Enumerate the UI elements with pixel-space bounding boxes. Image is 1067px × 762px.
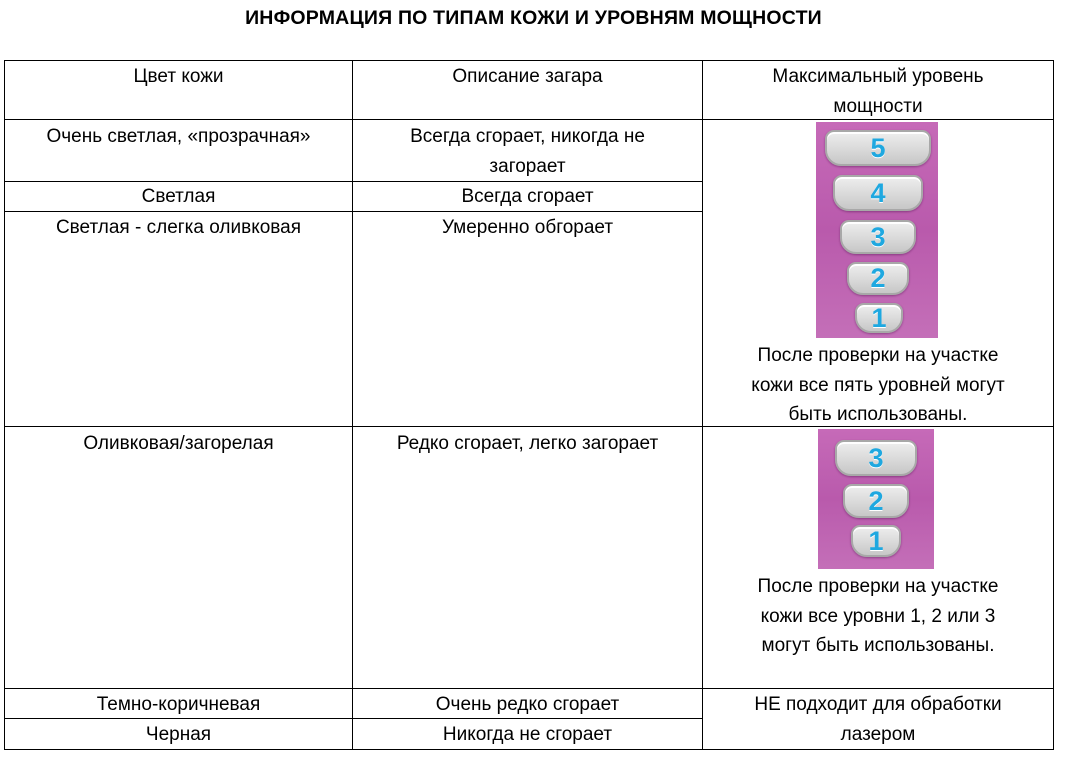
header-max-power-line2: мощности (833, 95, 923, 117)
power-level-panel-three (818, 429, 934, 569)
header-max-power-level (703, 62, 1053, 121)
panel-five-note (703, 341, 1053, 430)
page-title: ИНФОРМАЦИЯ ПО ТИПАМ КОЖИ И УРОВНЯМ МОЩНОСТИ (245, 7, 822, 29)
not-suitable-note (703, 690, 1053, 749)
not-suitable-line2: лазером (840, 723, 916, 745)
row3-tan-description: Умеренно обгорает (441, 217, 614, 238)
level-button-2 (847, 262, 909, 295)
row1-skin-color: Очень светлая, «прозрачная» (46, 126, 311, 147)
header-skin-color-text: Цвет кожи (133, 66, 224, 87)
row5-skin-color: Темно-коричневая (96, 694, 261, 715)
panel-five-note-line1: После проверки на участке (757, 345, 999, 366)
level-button-3 (840, 220, 916, 254)
level-1-label: 1 (871, 302, 887, 333)
panel-three-note-line3: могут быть использованы. (761, 635, 995, 656)
row1-tan-description (353, 122, 702, 181)
not-suitable-line1: НЕ подходит для обработки (754, 694, 1002, 715)
level-2-label: 2 (870, 263, 886, 293)
panel-three-note-line2: кожи все уровни 1, 2 или 3 (760, 605, 996, 627)
level-2-label: 2 (868, 485, 884, 516)
level-button-4 (833, 175, 923, 211)
header-skin-color (5, 62, 352, 92)
level-1-label: 1 (868, 525, 884, 556)
panel-three-note (703, 572, 1053, 661)
row2-skin-color: Светлая (141, 186, 216, 207)
row6-skin-color: Черная (145, 724, 212, 745)
header-max-power-line1: Максимальный уровень (772, 66, 984, 87)
row6-tan-description: Никогда не сгорает (442, 724, 613, 745)
row4-skin-color: Оливковая/загорелая (83, 433, 274, 454)
skin-type-table (4, 60, 1054, 750)
row3-skin-color: Светлая - слегка оливковая (55, 217, 302, 238)
row1-tan-line2: загорает (489, 155, 566, 177)
header-tan-description (353, 62, 702, 92)
row2-tan-description: Всегда сгорает (461, 186, 594, 207)
level-button-2 (843, 484, 909, 518)
header-tan-description-text: Описание загара (452, 66, 603, 87)
row4-tan-description: Редко сгорает, легко загорает (396, 433, 659, 454)
row-divider (5, 688, 1053, 689)
panel-five-note-line2: кожи все пять уровней могут (751, 374, 1005, 396)
level-button-1 (851, 525, 901, 557)
panel-five-note-line3: быть использованы. (788, 404, 968, 425)
panel-three-note-line1: После проверки на участке (757, 576, 999, 597)
power-level-panel-five (816, 122, 938, 338)
row5-tan-description: Очень редко сгорает (435, 694, 620, 715)
level-3-label: 3 (868, 442, 884, 473)
level-button-1 (855, 303, 903, 333)
level-button-5 (825, 130, 931, 166)
row1-tan-line1: Всегда сгорает, никогда не (410, 126, 645, 147)
level-4-label: 4 (870, 177, 886, 208)
level-5-label: 5 (870, 132, 886, 163)
level-button-3 (835, 440, 917, 476)
level-3-label: 3 (870, 221, 886, 252)
